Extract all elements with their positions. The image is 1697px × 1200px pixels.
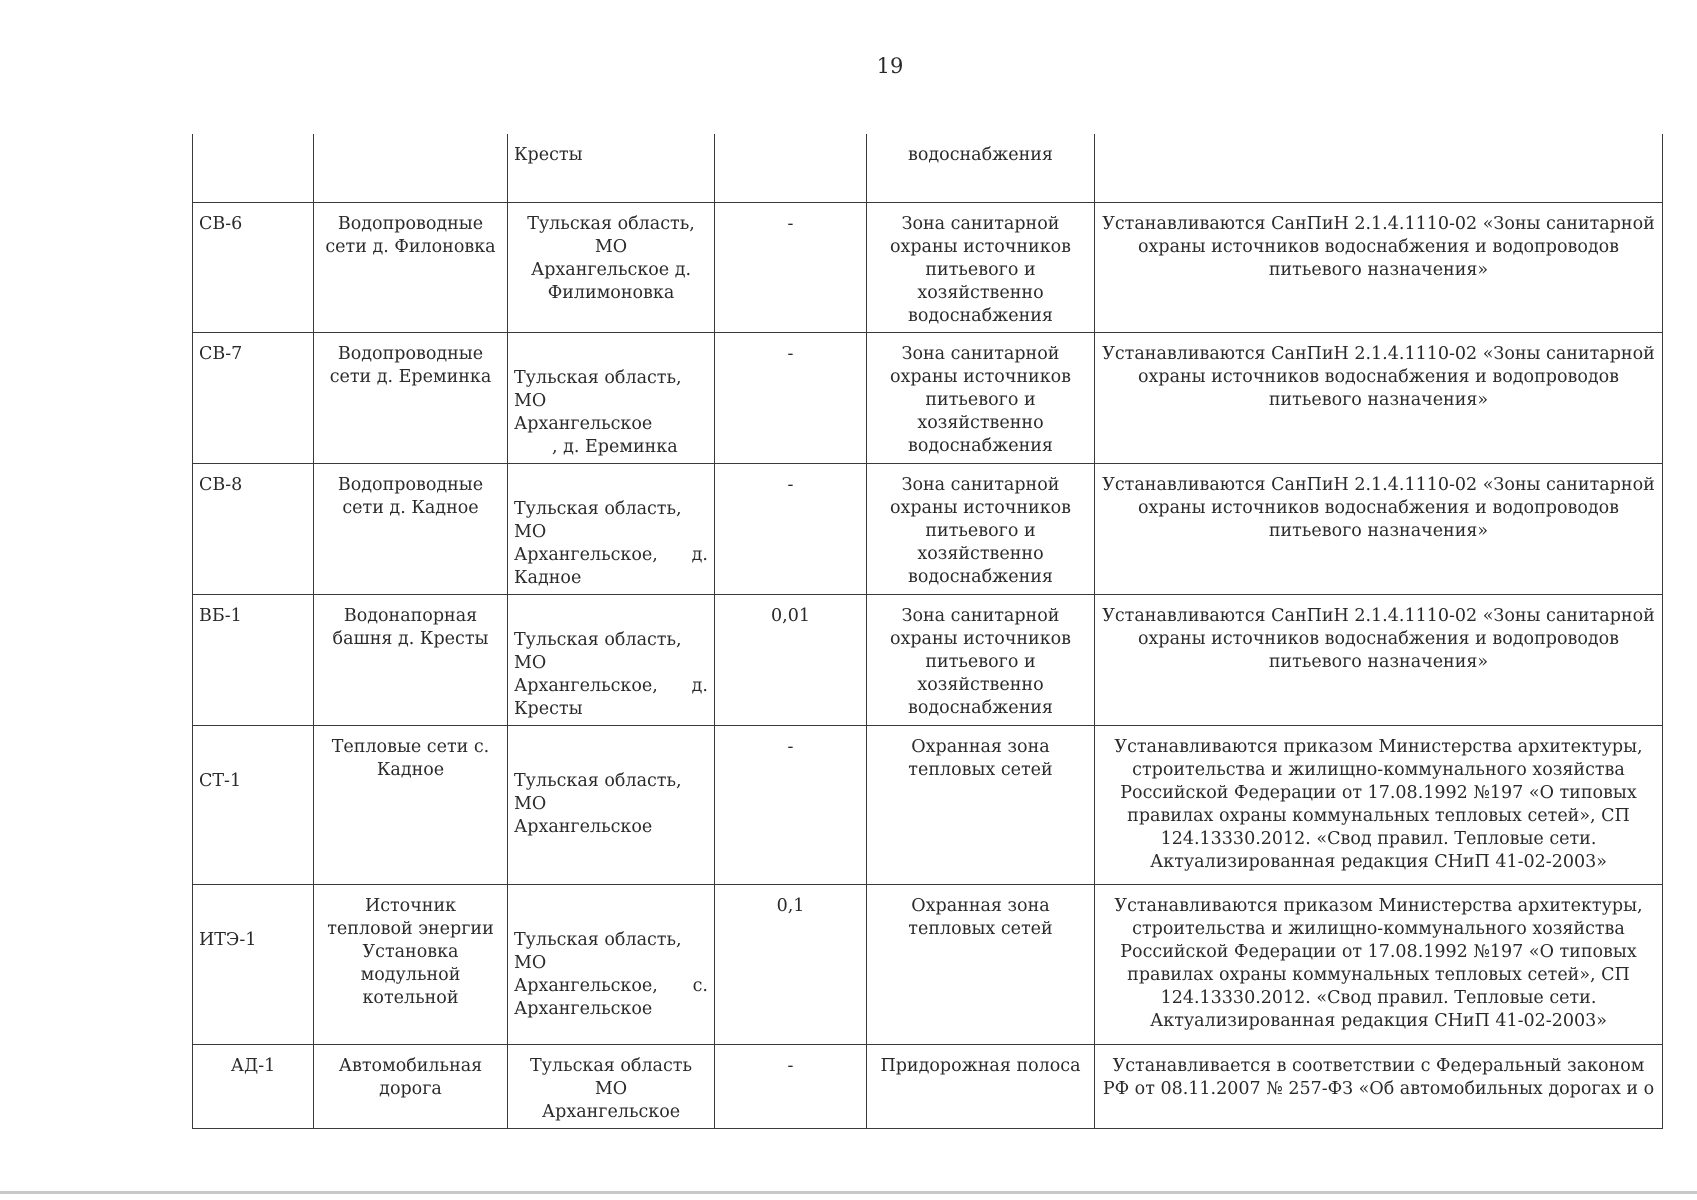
location-line: Тульская область, МО: [514, 929, 682, 973]
zone-size-cell: -: [715, 463, 867, 594]
zone-code-cell: ВБ-1: [193, 594, 314, 725]
zone-code-cell: СВ-8: [193, 463, 314, 594]
regulation-cell: Устанавливаются СанПиН 2.1.4.1110-02 «Зоны санитарной охраны источников водоснабжения и водопроводов питьевого назначения»: [1095, 463, 1663, 594]
zone-code-cell: СВ-7: [193, 332, 314, 463]
location-line: Архангельское, д.: [514, 544, 708, 565]
zone-type-cell: Охранная зона тепловых сетей: [867, 725, 1095, 884]
regulation-cell: Устанавливаются СанПиН 2.1.4.1110-02 «Зоны санитарной охраны источников водоснабжения и водопроводов питьевого назначения»: [1095, 332, 1663, 463]
zone-code-cell: [193, 134, 314, 202]
regulation-cell: [1095, 134, 1663, 202]
location-line: Филимоновка: [547, 282, 675, 303]
location-cell: [508, 884, 715, 1044]
location-line: Архангельское, с.: [514, 975, 708, 996]
object-name-cell: [314, 134, 508, 202]
object-name-cell: Тепловые сети с. Кадное: [314, 725, 508, 884]
location-cell: [508, 463, 715, 594]
zone-type-cell: водоснабжения: [867, 134, 1095, 202]
object-name-cell: Автомобильная дорога: [314, 1044, 508, 1128]
zone-size-cell: -: [715, 202, 867, 332]
location-line: Архангельское, д.: [514, 675, 708, 696]
table-row: [193, 1044, 1663, 1128]
location-line: Архангельское: [541, 1101, 681, 1122]
table-row: [193, 202, 1663, 332]
location-cell: [508, 332, 715, 463]
location-line: Кресты: [514, 698, 583, 719]
zone-type-cell: Зона санитарной охраны источников питьевого и хозяйственно водоснабжения: [867, 202, 1095, 332]
location-line: Архангельское: [514, 816, 653, 837]
zone-size-cell: [715, 134, 867, 202]
location-line: Тульская область, МО: [527, 213, 695, 257]
object-name-cell: Водонапорная башня д. Кресты: [314, 594, 508, 725]
zone-code-cell: СТ-1: [193, 725, 314, 884]
table-row: [193, 594, 1663, 725]
zone-code-cell: ИТЭ-1: [193, 884, 314, 1044]
object-name-cell: Водопроводные сети д. Филоновка: [314, 202, 508, 332]
page-number: 19: [876, 54, 904, 78]
zone-size-cell: -: [715, 332, 867, 463]
location-line: Тульская область МО: [529, 1055, 693, 1099]
scan-bottom-edge: [0, 1191, 1697, 1194]
zone-code-cell: СВ-6: [193, 202, 314, 332]
zone-type-cell: Зона санитарной охраны источников питьевого и хозяйственно водоснабжения: [867, 332, 1095, 463]
table-row: [193, 884, 1663, 1044]
object-name-cell: Источник тепловой энергии Установка модульной котельной: [314, 884, 508, 1044]
object-name-cell: Водопроводные сети д. Ереминка: [314, 332, 508, 463]
location-line: , д. Ереминка: [552, 436, 678, 457]
location-cell: [508, 725, 715, 884]
location-line: Тульская область, МО: [514, 629, 682, 673]
location-line: Тульская область, МО: [514, 498, 682, 542]
location-line: Архангельское д.: [530, 259, 692, 280]
table-row: [193, 134, 1663, 202]
zone-size-cell: -: [715, 725, 867, 884]
zone-code-cell: АД-1: [193, 1044, 314, 1128]
regulation-cell: Устанавливается в соответствии с Федеральный законом РФ от 08.11.2007 № 257-ФЗ «Об автомобильных дорогах и о: [1095, 1044, 1663, 1128]
zone-size-cell: 0,01: [715, 594, 867, 725]
location-line: Кадное: [514, 567, 582, 588]
table-row: [193, 332, 1663, 463]
regulation-cell: Устанавливаются СанПиН 2.1.4.1110-02 «Зоны санитарной охраны источников водоснабжения и водопроводов питьевого назначения»: [1095, 594, 1663, 725]
zone-type-cell: Придорожная полоса: [867, 1044, 1095, 1128]
location-line: Тульская область, МО: [514, 770, 682, 814]
table-row: [193, 463, 1663, 594]
zone-type-cell: Зона санитарной охраны источников питьевого и хозяйственно водоснабжения: [867, 463, 1095, 594]
regulation-cell: Устанавливаются приказом Министерства архитектуры, строительства и жилищно-коммунального хозяйства Российской Федерации от 17.08.1992 №197 «О типовых правилах охраны коммунальных тепловых сетей», СП 124.13330.2012. «Свод правил. Тепловые сети. Актуализированная редакция СНиП 41-02-2003»: [1095, 884, 1663, 1044]
regulation-cell: Устанавливаются приказом Министерства архитектуры, строительства и жилищно-коммунального хозяйства Российской Федерации от 17.08.1992 №197 «О типовых правилах охраны коммунальных тепловых сетей», СП 124.13330.2012. «Свод правил. Тепловые сети. Актуализированная редакция СНиП 41-02-2003»: [1095, 725, 1663, 884]
location-line: Архангельское: [514, 998, 653, 1019]
object-name-cell: Водопроводные сети д. Кадное: [314, 463, 508, 594]
zone-type-cell: Зона санитарной охраны источников питьевого и хозяйственно водоснабжения: [867, 594, 1095, 725]
location-line: Тульская область, МО: [514, 367, 682, 411]
location-cell: [508, 1044, 715, 1128]
regulation-cell: Устанавливаются СанПиН 2.1.4.1110-02 «Зоны санитарной охраны источников водоснабжения и водопроводов питьевого назначения»: [1095, 202, 1663, 332]
table-row: [193, 725, 1663, 884]
zone-size-cell: 0,1: [715, 884, 867, 1044]
protection-zones-table: [192, 134, 1663, 1129]
zone-size-cell: -: [715, 1044, 867, 1128]
zone-type-cell: Охранная зона тепловых сетей: [867, 884, 1095, 1044]
location-cell: [508, 134, 715, 202]
location-cell: [508, 594, 715, 725]
location-line: Архангельское: [514, 413, 653, 434]
location-line: Кресты: [514, 145, 583, 165]
location-cell: [508, 202, 715, 332]
